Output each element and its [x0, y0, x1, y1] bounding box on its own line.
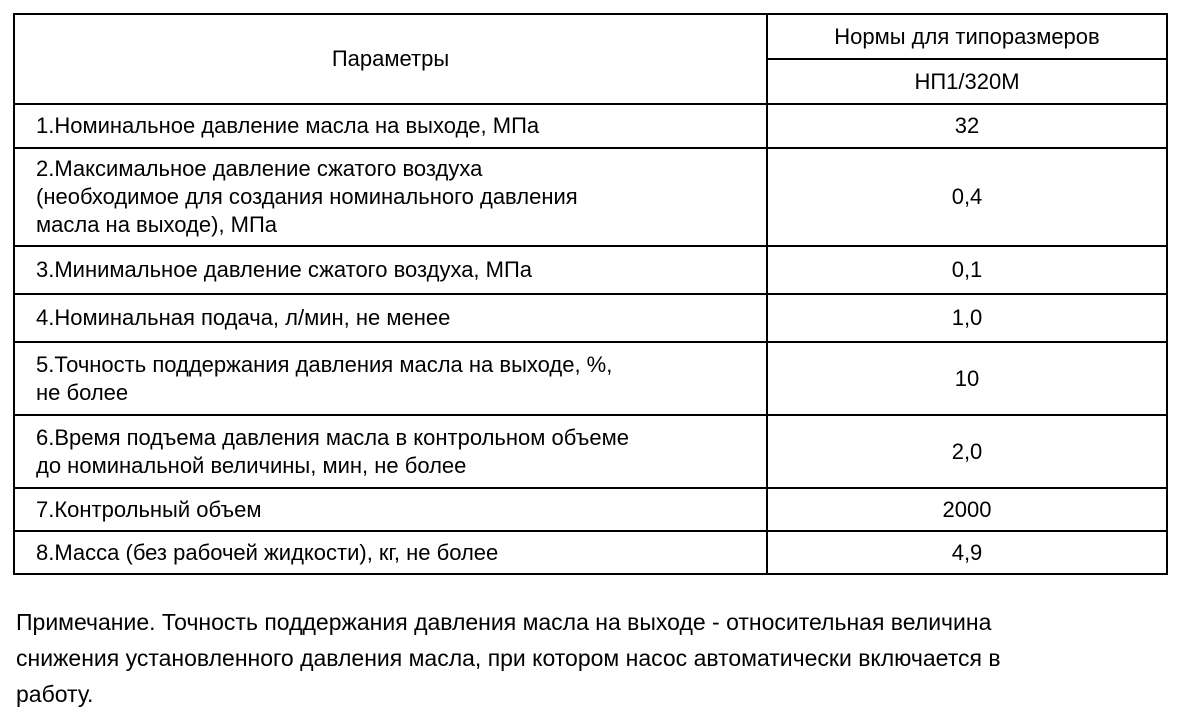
- param-text: 5.Точность поддержания давления масла на выходе, %,: [36, 351, 613, 377]
- param-text: 1.Номинальное давление масла на выходе, МПа: [36, 113, 540, 138]
- param-cell: [14, 148, 767, 246]
- param-cell: [14, 531, 767, 574]
- param-cell: [14, 342, 767, 415]
- value-cell: 1,0: [767, 294, 1167, 342]
- note-paragraph: [16, 604, 1166, 712]
- table-row: [14, 246, 1167, 294]
- table-row: [14, 415, 1167, 488]
- param-text: 3.Минимальное давление сжатого воздуха, МПа: [36, 257, 533, 282]
- specifications-table: [13, 13, 1168, 575]
- table-row: [14, 104, 1167, 148]
- param-cell: [14, 294, 767, 342]
- param-text: (необходимое для создания номинального давления: [36, 184, 578, 209]
- param-text: 6.Время подъема давления масла в контрольном объеме: [36, 424, 629, 450]
- table-header-row: [14, 14, 1167, 59]
- param-text: 8.Масса (без рабочей жидкости), кг, не более: [36, 539, 499, 565]
- value-cell: 4,9: [767, 531, 1167, 574]
- value-cell: 0,4: [767, 148, 1167, 246]
- model-header: НП1/320М: [767, 59, 1167, 104]
- param-cell: [14, 104, 767, 148]
- parameters-header: Параметры: [14, 14, 767, 104]
- value-cell: 2000: [767, 488, 1167, 531]
- param-text: 2.Максимальное давление сжатого воздуха: [36, 156, 483, 181]
- param-text: до номинальной величины, мин, не более: [36, 452, 467, 478]
- table-row: [14, 342, 1167, 415]
- param-cell: [14, 488, 767, 531]
- table-row: [14, 488, 1167, 531]
- table-row: [14, 148, 1167, 246]
- table-row: [14, 531, 1167, 574]
- norms-header: Нормы для типоразмеров: [767, 14, 1167, 59]
- note-line: снижения установленного давления масла, при котором насос автоматически включается в: [16, 645, 1001, 671]
- table-row: [14, 294, 1167, 342]
- param-text: не более: [36, 379, 129, 405]
- param-cell: [14, 415, 767, 488]
- param-text: 7.Контрольный объем: [36, 496, 262, 522]
- param-text: 4.Номинальная подача, л/мин, не менее: [36, 305, 451, 330]
- param-cell: [14, 246, 767, 294]
- value-cell: 10: [767, 342, 1167, 415]
- value-cell: 0,1: [767, 246, 1167, 294]
- note-line: Примечание. Точность поддержания давления масла на выходе - относительная величина: [16, 609, 992, 635]
- note-line: работу.: [16, 681, 94, 707]
- param-text: масла на выходе), МПа: [36, 212, 278, 237]
- value-cell: 32: [767, 104, 1167, 148]
- value-cell: 2,0: [767, 415, 1167, 488]
